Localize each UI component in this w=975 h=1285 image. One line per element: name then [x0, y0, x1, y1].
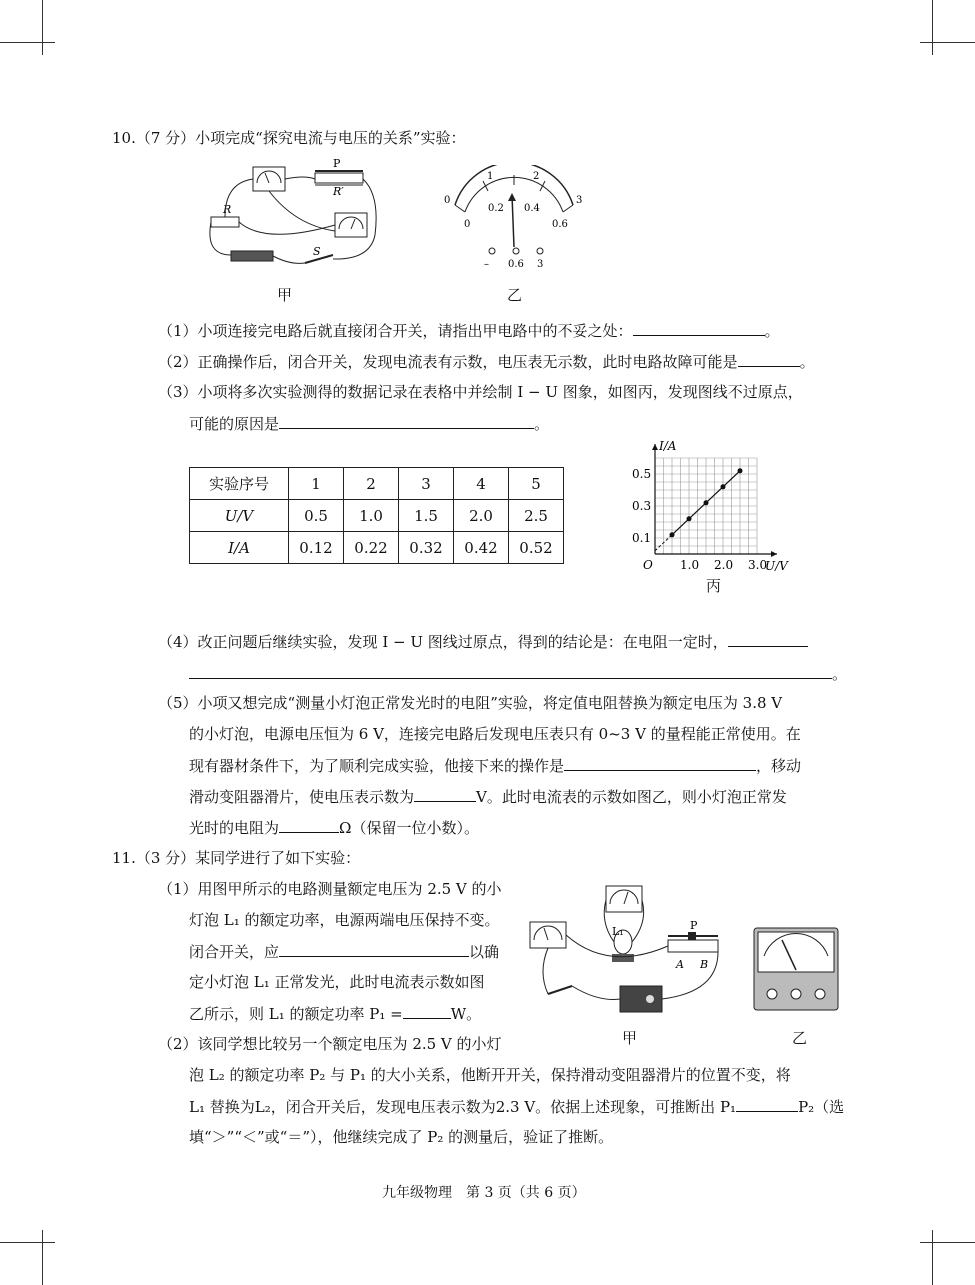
crop-mark [0, 1242, 55, 1243]
table-cell: I/A [190, 532, 289, 564]
q11-ammeter-figure [752, 926, 840, 1012]
origin-label: O [643, 558, 653, 572]
y-axis-label: I/A [659, 439, 677, 453]
q11-p1e: 乙所示，则 L₁ 的额定功率 P₁ = W。 [189, 1005, 482, 1023]
q10-circuit-figure [205, 155, 390, 275]
q11-fig-jia-caption: 甲 [622, 1029, 638, 1047]
q11-p2c: L₁ 替换为L₂，闭合开关后，发现电压表示数为2.3 V。依据上述现象，可推断出 P₁ P₂（选 [189, 1098, 845, 1116]
dial-bottom-2: 0.4 [524, 203, 540, 214]
x-tick-label: 1.0 [680, 558, 700, 572]
q10-p3b: 可能的原因是 。 [189, 415, 550, 433]
table-cell: 1.5 [399, 500, 454, 532]
table-cell: 0.42 [454, 532, 509, 564]
dial-terminal-06: 0.6 [508, 259, 524, 270]
table-cell: 0.12 [289, 532, 344, 564]
circuit-label-p: P [333, 157, 341, 170]
dial-bottom-1: 0.2 [488, 203, 504, 214]
circuit-label-s: S [313, 245, 321, 258]
q10-p4a: （4）改正问题后继续实验，发现 I − U 图线过原点，得到的结论是：在电阻一定时， [158, 631, 808, 652]
table-cell: 实验序号 [190, 468, 289, 500]
table-cell: 1.0 [344, 500, 399, 532]
table-row [190, 468, 564, 500]
q10-p1: （1）小项连接完电路后就直接闭合开关，请指出甲电路中的不妥之处： 。 [158, 322, 780, 340]
table-cell: 0.5 [289, 500, 344, 532]
table-cell: U/V [190, 500, 289, 532]
circuit-label-rp: R′ [333, 185, 344, 198]
q11-label-l1: L₁ [612, 925, 624, 938]
data-point [738, 468, 743, 473]
table-cell: 1 [289, 468, 344, 500]
q11-p1c: 闭合开关，应 以确 [189, 943, 500, 961]
q10-fig-jia-caption: 甲 [277, 286, 293, 304]
q10-p5b: 的小灯泡，电源电压恒为 6 V，连接完电路后发现电压表只有 0~3 V 的量程能正常使用。在 [189, 725, 801, 743]
data-point [704, 500, 709, 505]
dial-top-0: 0 [444, 195, 451, 206]
crop-mark [932, 0, 933, 55]
crop-mark [42, 0, 43, 55]
dial-bottom-3: 0.6 [552, 219, 568, 230]
table-cell: 2 [344, 468, 399, 500]
q11-label-b: B [700, 958, 709, 971]
table-cell: 4 [454, 468, 509, 500]
dial-terminal-neg: – [484, 259, 489, 270]
dial-top-3: 3 [576, 195, 583, 206]
y-tick-label: 0.3 [632, 499, 652, 513]
q11-header: 11.（3 分）某同学进行了如下实验： [112, 849, 361, 867]
data-point [670, 532, 675, 537]
data-point [687, 516, 692, 521]
q10-p3a: （3）小项将多次实验测得的数据记录在表格中并绘制 I − U 图象，如图丙，发现图线不过原点， [158, 383, 803, 401]
x-tick-label: 2.0 [714, 558, 734, 572]
q11-circuit-figure [528, 882, 728, 1020]
x-axis-arrow [771, 551, 777, 557]
q11-p2b: 泡 L₂ 的额定功率 P₂ 与 P₁ 的大小关系，他断开开关，保持滑动变阻器滑片的位置不变，将 [189, 1066, 791, 1084]
y-axis-arrow [652, 444, 658, 450]
table-cell: 0.22 [344, 532, 399, 564]
q10-p5c: 现有器材条件下，为了顺利完成实验，他接下来的操作是 ，移动 [189, 757, 802, 775]
crop-mark [920, 42, 975, 43]
dial-bottom-0: 0 [464, 219, 471, 230]
q10-fig-yi-caption: 乙 [507, 286, 523, 304]
table-cell: 3 [399, 468, 454, 500]
circuit-label-r: R [223, 203, 232, 216]
q11-p1a: （1）用图甲所示的电路测量额定电压为 2.5 V 的小 [158, 880, 502, 898]
q10-ammeter-dial [440, 165, 590, 275]
iu-graph [620, 430, 810, 575]
table-row [190, 532, 564, 564]
table-cell: 5 [509, 468, 564, 500]
q11-p1b: 灯泡 L₁ 的额定功率，电源两端电压保持不变。 [189, 911, 500, 929]
y-tick-label: 0.1 [632, 531, 652, 545]
q11-p2a: （2）该同学想比较另一个额定电压为 2.5 V 的小灯 [158, 1035, 502, 1053]
page-footer: 九年级物理 第 3 页（共 6 页） [382, 1185, 586, 1201]
dial-top-2: 2 [533, 171, 540, 182]
y-tick-label: 0.5 [632, 467, 652, 481]
table-cell: 2.0 [454, 500, 509, 532]
x-axis-label: U/V [765, 559, 788, 573]
table-cell: 2.5 [509, 500, 564, 532]
table-cell: 0.32 [399, 532, 454, 564]
q10-p5d: 滑动变阻器滑片，使电压表示数为 V。此时电流表的示数如图乙，则小灯泡正常发 [189, 788, 787, 806]
table-cell: 0.52 [509, 532, 564, 564]
q11-p1d: 定小灯泡 L₁ 正常发光，此时电流表示数如图 [189, 973, 485, 991]
q10-data-table [189, 467, 564, 564]
q11-fig-yi-caption: 乙 [792, 1029, 808, 1047]
q10-p5a: （5）小项又想完成“测量小灯泡正常发光时的电阻”实验，将定值电阻替换为额定电压为 3.8 V [158, 694, 783, 712]
data-point [721, 484, 726, 489]
table-row [190, 500, 564, 532]
x-tick-label: 3.0 [748, 558, 768, 572]
crop-mark [0, 42, 55, 43]
q10-p2: （2）正确操作后，闭合开关，发现电流表有示数，电压表无示数，此时电路故障可能是 。 [158, 353, 815, 371]
crop-mark [932, 1230, 933, 1285]
q11-label-p: P [690, 919, 698, 932]
q10-fig-bing-caption: 丙 [706, 577, 722, 595]
q11-label-a: A [676, 958, 684, 971]
q10-p5e: 光时的电阻为 Ω（保留一位小数）。 [189, 819, 479, 837]
q10-header: 10.（7 分）小项完成“探究电流与电压的关系”实验： [112, 129, 466, 147]
dial-terminal-3: 3 [537, 259, 544, 270]
q10-p4b: 。 [189, 663, 847, 684]
dial-top-1: 1 [487, 171, 494, 182]
crop-mark [920, 1242, 975, 1243]
crop-mark [42, 1230, 43, 1285]
q11-p2d: 填“＞”“＜”或“＝”），他继续完成了 P₂ 的测量后，验证了推断。 [189, 1128, 614, 1146]
